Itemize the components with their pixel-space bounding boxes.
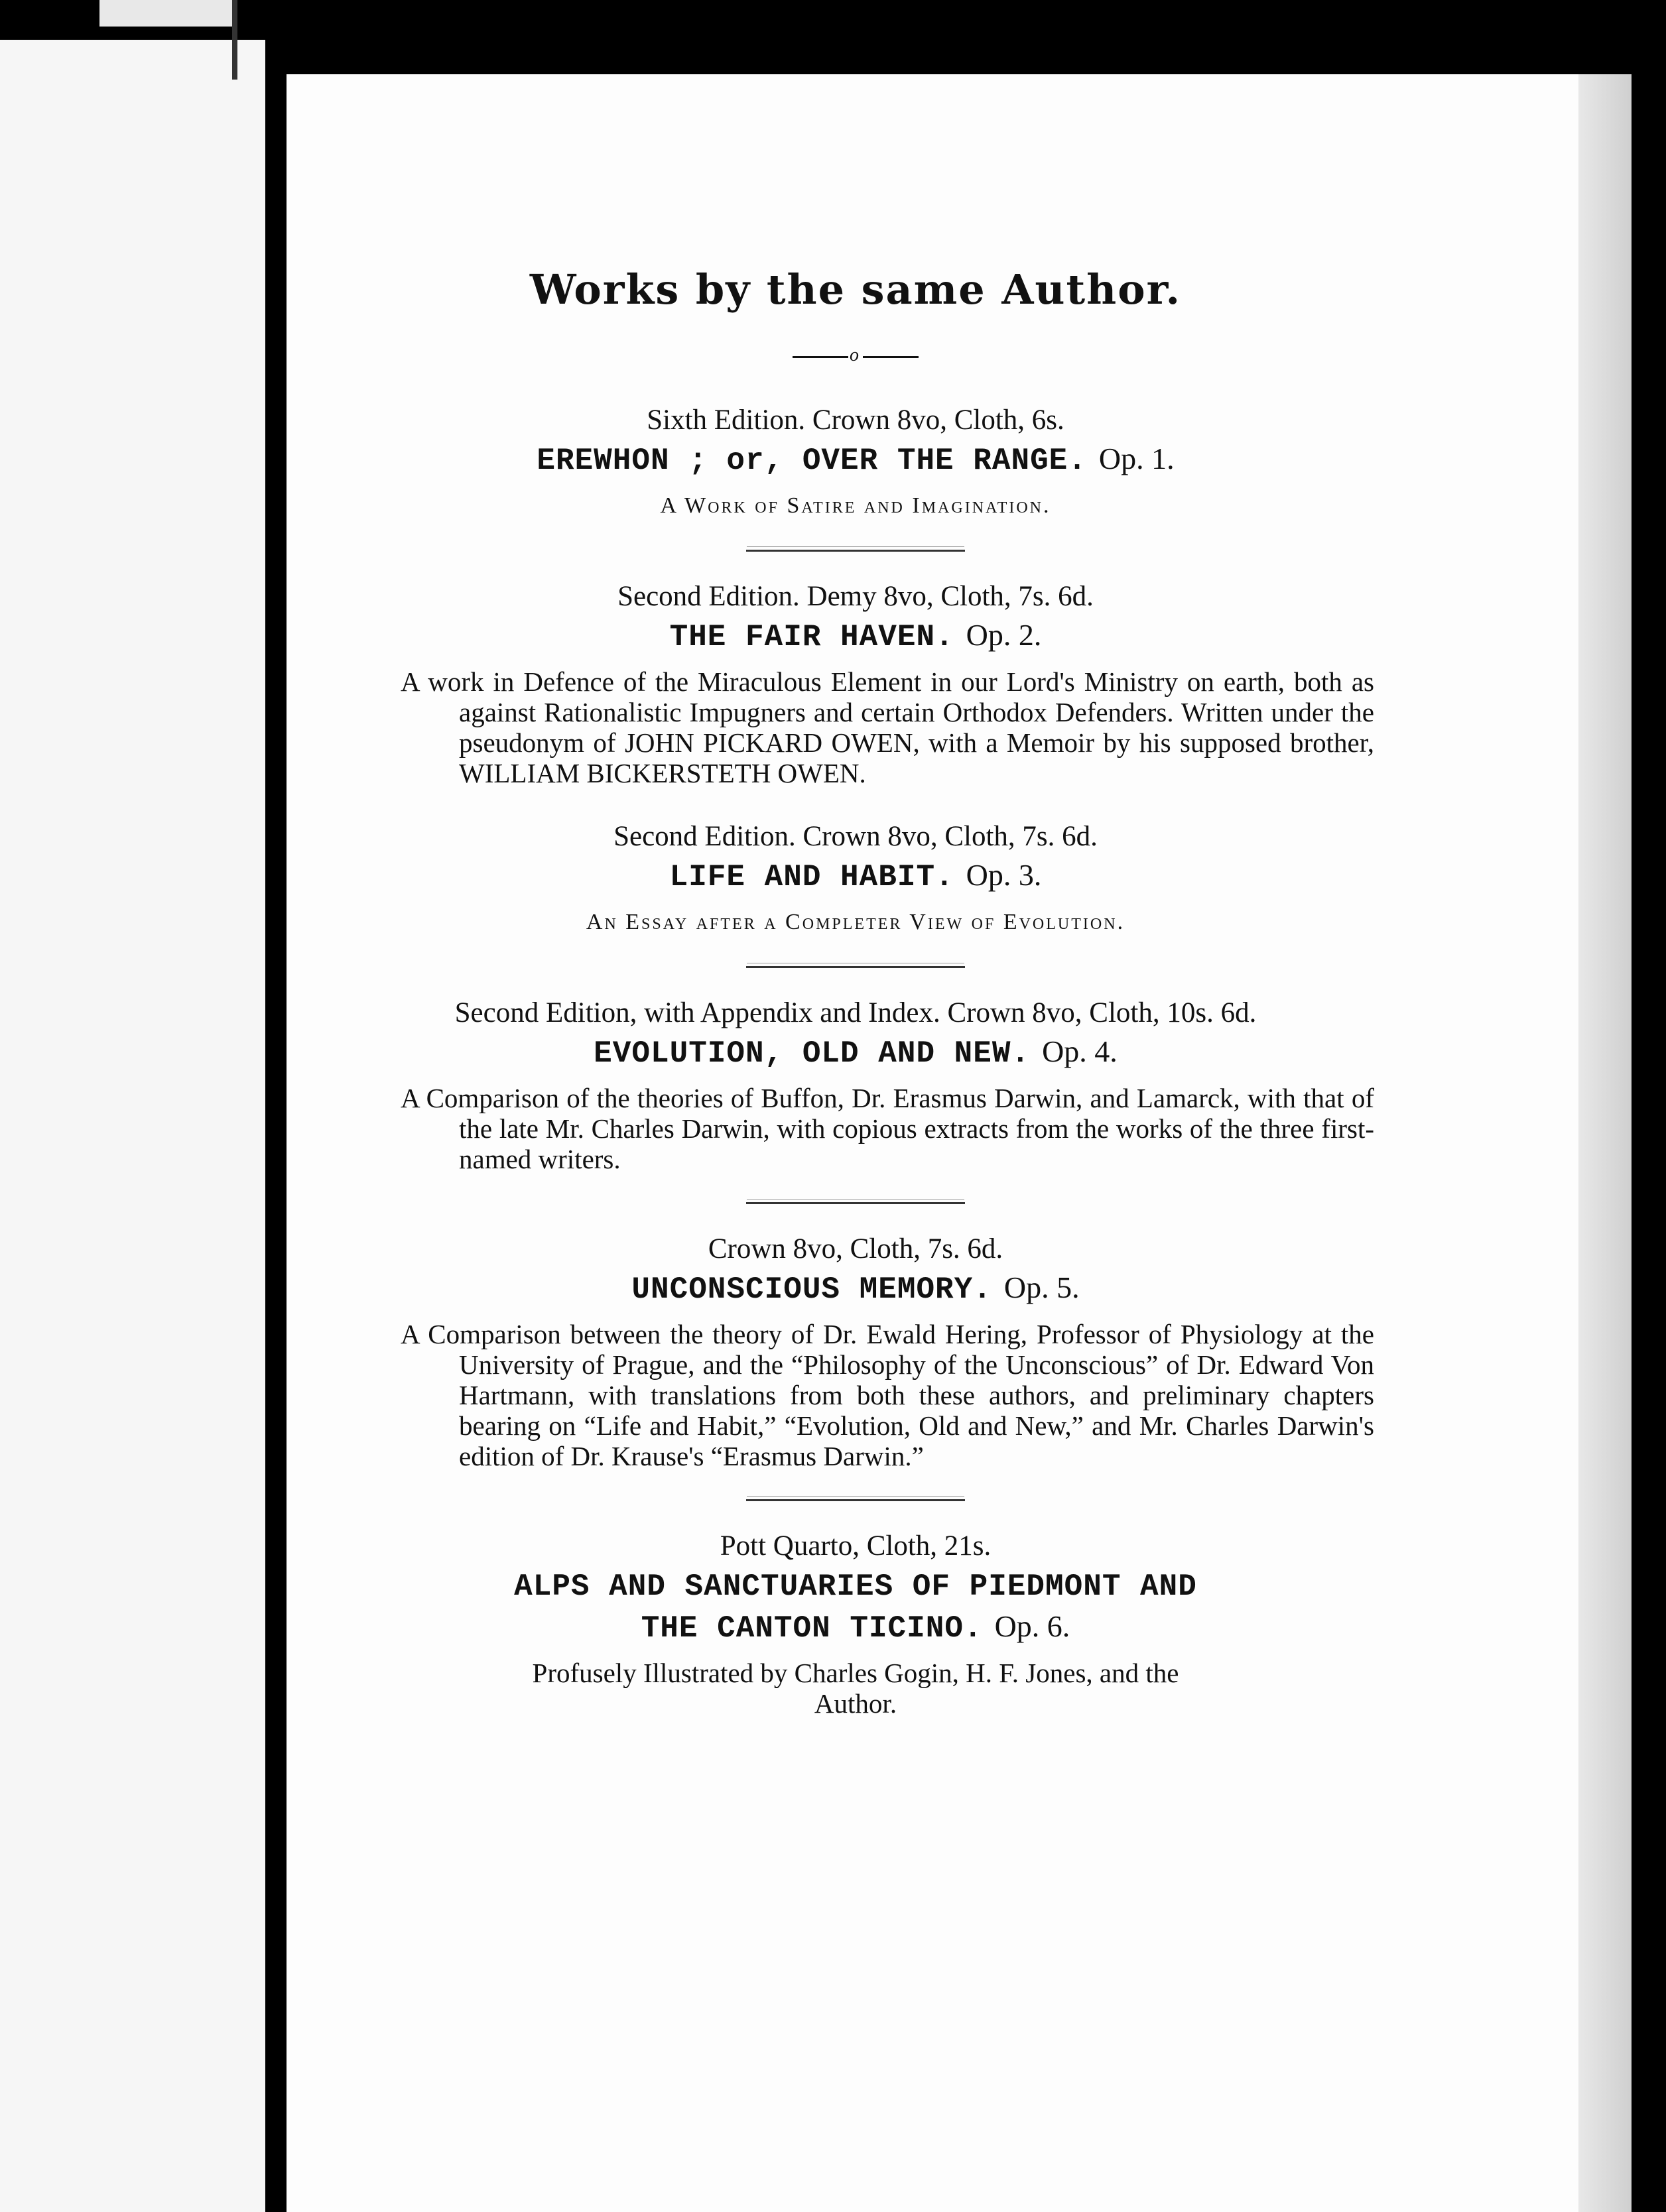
page-edge-shadow	[1578, 74, 1632, 2212]
book-subtitle: A Work of Satire and Imagination.	[660, 493, 1051, 519]
book-subtitle: An Essay after a Completer View of Evolution.	[586, 910, 1125, 935]
ornament-glyph: o	[850, 345, 859, 366]
separator-rule	[746, 550, 965, 552]
book-description: A work in Defence of the Miraculous Element in our Lord's Ministry on earth, both as against Rationalistic Impugners and certain Orthodox Defenders. Written under the pseudonym of JOHN PICKARD OWEN, with a Memoir by his supposed brother, WILLIAM BICKERSTETH OWEN.	[401, 666, 1374, 789]
opus-number: Op. 6.	[994, 1609, 1070, 1644]
edition-info: Second Edition. Crown 8vo, Cloth, 7s. 6d.	[613, 821, 1098, 853]
separator-rule	[746, 1202, 965, 1204]
edition-info: Crown 8vo, Cloth, 7s. 6d.	[708, 1233, 1003, 1265]
book-title-continued: THE CANTON TICINO.	[641, 1611, 983, 1646]
book-entry-life-and-habit	[371, 818, 1340, 938]
book-entry-evolution	[371, 995, 1374, 1175]
book-description: A Comparison between the theory of Dr. Ewald Hering, Professor of Physiology at the University of Prague, and the “Philosophy of the Unconscious” of Dr. Edward Von Hartmann, with translations from both these authors, and preliminary chapters bearing on “Life and Habit,” “Evolution, Old and New,” and Mr. Charles Darwin's edition of Dr. Krause's “Erasmus Darwin.”	[401, 1319, 1374, 1472]
book-title: UNCONSCIOUS MEMORY.	[631, 1272, 992, 1308]
book-description: A Comparison of the theories of Buffon, Dr. Erasmus Darwin, and Lamarck, with that of the late Mr. Charles Darwin, with copious extracts from the works of the three first-named writers.	[401, 1083, 1374, 1175]
book-title-line	[371, 615, 1340, 657]
book-title-line	[371, 855, 1340, 897]
book-entry-fair-haven	[371, 578, 1374, 789]
separator-rule	[746, 966, 965, 968]
book-entry-unconscious-memory	[371, 1231, 1374, 1472]
book-title: ALPS AND SANCTUARIES OF PIEDMONT AND	[514, 1569, 1197, 1605]
opus-number: Op. 1.	[1098, 442, 1175, 476]
opus-number: Op. 4.	[1042, 1034, 1118, 1069]
opus-number: Op. 3.	[966, 858, 1042, 892]
heading-ornament	[793, 345, 919, 366]
edition-info: Second Edition, with Appendix and Index. Crown 8vo, Cloth, 10s. 6d.	[454, 997, 1257, 1029]
advertisement-page	[371, 265, 1374, 1719]
book-title-line-2	[371, 1607, 1340, 1648]
book-title-line	[371, 1268, 1340, 1310]
book-title: EVOLUTION, OLD AND NEW.	[594, 1036, 1031, 1072]
scan-margin-mark	[99, 0, 232, 27]
edition-info: Sixth Edition. Crown 8vo, Cloth, 6s.	[647, 404, 1064, 436]
book-entry-erewhon	[371, 402, 1340, 522]
book-title: EREWHON ; or, OVER THE RANGE.	[537, 444, 1087, 479]
book-title: LIFE AND HABIT.	[669, 860, 954, 895]
book-title-line	[371, 1032, 1340, 1074]
book-description: Profusely Illustrated by Charles Gogin, H. F. Jones, and the Author.	[532, 1658, 1179, 1719]
page-heading: Works by the same Author.	[529, 265, 1182, 314]
opus-number: Op. 2.	[966, 618, 1042, 652]
edition-info: Pott Quarto, Cloth, 21s.	[720, 1530, 992, 1562]
book-title-line	[371, 439, 1340, 481]
binding-edge	[232, 0, 237, 80]
separator-rule	[746, 1499, 965, 1501]
facing-page	[0, 40, 265, 2212]
book-entry-alps-and-sanctuaries	[371, 1528, 1340, 1719]
opus-number: Op. 5.	[1003, 1270, 1080, 1305]
book-title-line-1	[371, 1565, 1340, 1607]
book-title: THE FAIR HAVEN.	[669, 620, 954, 655]
edition-info: Second Edition. Demy 8vo, Cloth, 7s. 6d.	[617, 581, 1094, 613]
